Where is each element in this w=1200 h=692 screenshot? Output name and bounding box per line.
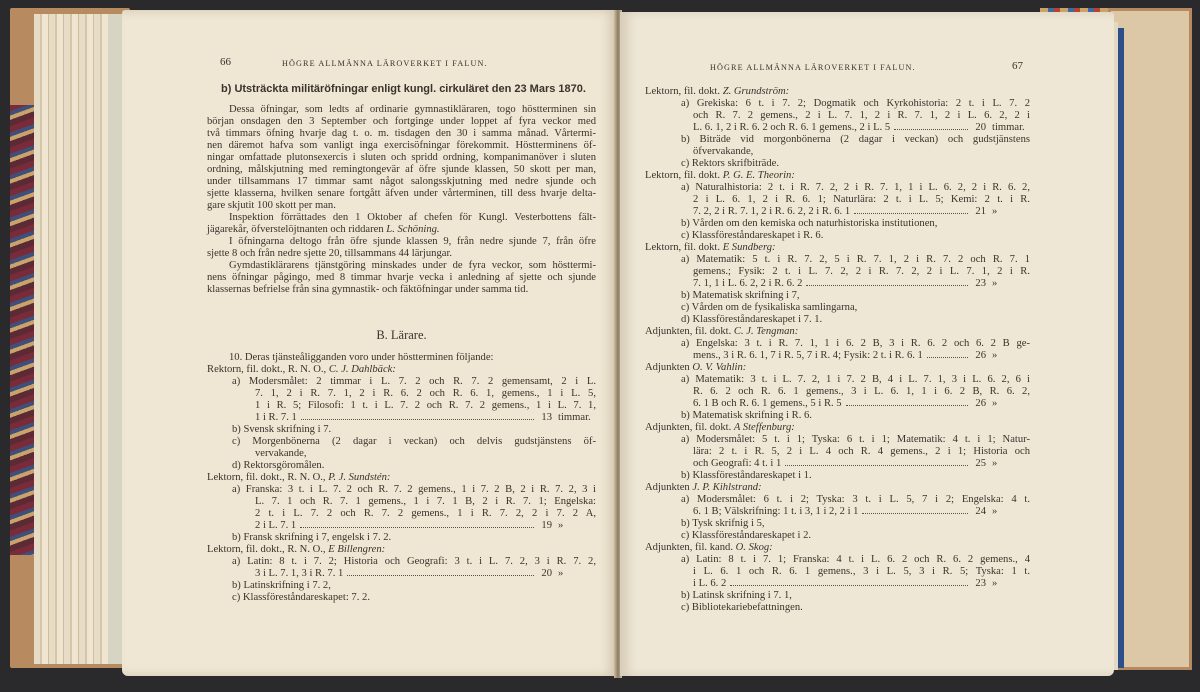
hours-value: 26 (975, 398, 986, 409)
dot-leader (785, 465, 968, 466)
blue-page-edge (1118, 28, 1124, 668)
person-name: J. P. Kihlstrand: (692, 482, 762, 493)
person-name: O. V. Vahlin: (692, 362, 747, 373)
line-text: sjette 8 och från nedre sjette 20, tillsammans 44 lärjungar. (207, 248, 453, 259)
line-text: 7. 1, 2 i R. 7. 1, 2 i R. 6. 2 och R. 6. 1, gemens., 1 i L. 5, (255, 388, 596, 399)
text-line (645, 230, 1030, 242)
page-number: 67 (1012, 60, 1023, 72)
line-text: Lektorn, fil. dokt., R. N. O., (207, 544, 329, 555)
person-name: L. Schöning. (386, 224, 440, 235)
line-text: a) Modersmålet: 2 timmar i L. 7. 2 och R. 7. 2 gemensamt, 2 i L. (232, 376, 596, 387)
text-line (645, 218, 1030, 230)
text-line (645, 206, 1030, 218)
line-text: 7. 2, 2 i R. 7. 1, 2 i R. 6. 2, 2 i R. 6. 1 (693, 206, 851, 217)
line-text: början onsdagen den 3 September och fortginge under loppet af fyra veckor med (207, 116, 596, 127)
teacher-heading (645, 86, 1030, 98)
text-line (645, 506, 1030, 518)
text-line (645, 146, 1030, 158)
page-edges-left (34, 14, 134, 664)
text-line (207, 140, 596, 152)
hours-value: 20 (541, 568, 552, 579)
line-text: Rektorn, fil. dokt., R. N. O., (207, 364, 329, 375)
dot-leader (806, 285, 968, 286)
hours-value: 23 (975, 278, 986, 289)
running-head: HÖGRE ALLMÄNNA LÄROVERKET I FALUN. (710, 63, 916, 72)
hours-value: 21 (975, 206, 986, 217)
line-text: b) Matematisk skrifning i 7, (681, 290, 800, 301)
line-text: c) Vården om de fysikaliska samlingarna, (681, 302, 858, 313)
line-text: under tillsammans 17 timmar samt något salongsskjutning med nedre sjunde och (207, 176, 596, 187)
text-line (645, 446, 1030, 458)
line-text: b) Fransk skrifning i 7, engelsk i 7. 2. (232, 532, 392, 543)
line-text: och R. 7. 2 gemens., 2 i L. 7. 1, 2 i R. 7. 1, 2 i L. 6. 2, 2 i (693, 110, 1030, 121)
line-text: B. Lärare. (376, 328, 427, 342)
line-text: a) Engelska: 3 t. i R. 7. 1, 1 i 6. 2 B, 3 i R. 6. 2 och 6. 2 B ge- (681, 338, 1030, 349)
text-line (645, 314, 1030, 326)
person-name: E Billengren: (328, 544, 386, 555)
line-text: gemens.; Fysik: 2 t. i L. 7. 2, 2 i R. 7. 2, 2 i L. 7. 1, 2 i R. (693, 266, 1030, 277)
line-text: Gymdastiklärarens tjänstgöring minskades under de fyra veckor, som hösttermi- (229, 260, 596, 271)
hours-unit: » (558, 520, 564, 531)
teacher-heading (645, 242, 1030, 254)
hours-unit: timmar. (992, 122, 1025, 133)
text-line (645, 398, 1030, 410)
line-text: 3 i L. 7. 1, 3 i R. 7. 1 (255, 568, 344, 579)
line-text: a) Matematik: 5 t. i R. 7. 2, 5 i R. 7. 1, 2 i R. 7. 2 och R. 7. 1 (681, 254, 1030, 265)
text-line (207, 424, 596, 436)
dot-leader (730, 585, 968, 586)
text-line (207, 224, 596, 236)
line-text: a) Latin: 8 t. i 7. 2; Historia och Geografi: 3 t. i L. 7. 2, 3 i R. 7. 2, (232, 556, 596, 567)
subheading (207, 83, 596, 95)
line-text: 7. 1, 1 i L. 6. 2, 2 i R. 6. 2 (693, 278, 803, 289)
line-text: b) Tysk skrifnig i 5, (681, 518, 765, 529)
line-text: ordning, målskjutning med remingtongevär af öfre sjunde klassen, 50 skott per man, (207, 164, 596, 175)
text-line (645, 410, 1030, 422)
line-text: i L. 6. 1 och R. 6. 1 gemens., 3 i L. 5, 3 i R. 5; Tyska: 1 t. (693, 566, 1030, 577)
text-line (207, 496, 596, 508)
hours-unit: » (992, 578, 998, 589)
text-line (207, 164, 596, 176)
line-text: Adjunkten (645, 362, 693, 373)
line-text: b) Matematisk skrifning i R. 6. (681, 410, 812, 421)
dot-leader (862, 513, 968, 514)
line-text: c) Rektors skrifbiträde. (681, 158, 779, 169)
teacher-heading (207, 544, 596, 556)
teacher-heading (645, 362, 1030, 374)
line-text: L. 6. 1, 2 i R. 6. 2 och R. 6. 1 gemens., 2 i L. 5 (693, 122, 891, 133)
line-text: b) Vården om den kemiska och naturhistoriska institutionen, (681, 218, 938, 229)
section-heading (207, 329, 596, 341)
line-text: d) Rektorsgöromålen. (232, 460, 325, 471)
text-line (207, 580, 596, 592)
line-text: Adjunkten (645, 482, 693, 493)
line-text: två timmars öfning hvarje dag t. o. m. tisdagen den 30 i samma månad. Vårtermi- (207, 128, 596, 139)
page-number: 66 (220, 56, 231, 68)
line-text: b) Latinsk skrifning i 7. 1, (681, 590, 792, 601)
teacher-heading (207, 364, 596, 376)
line-text: 2 i L. 7. 1 (255, 520, 297, 531)
line-text: Dessa öfningar, som ledts af ordinarie gymnastikläraren, togo höstterminen sin (229, 104, 596, 115)
text-line (645, 470, 1030, 482)
text-line (645, 254, 1030, 266)
dot-leader (927, 357, 968, 358)
text-line (645, 182, 1030, 194)
line-text: öfvervakande, (693, 146, 754, 157)
text-line (207, 460, 596, 472)
page-text (207, 83, 596, 604)
text-line (645, 578, 1030, 590)
line-text: lära: 2 t. i R. 5, 2 i L. 4 och R. 4 gemens., 2 i 1; Historia och (693, 446, 1030, 457)
right-page (620, 12, 1114, 676)
running-head: HÖGRE ALLMÄNNA LÄROVERKET I FALUN. (282, 59, 488, 68)
person-name: O. Skog: (735, 542, 773, 553)
hours-unit: » (992, 278, 998, 289)
hours-value: 13 (541, 412, 552, 423)
text-line (207, 260, 596, 272)
line-text: a) Modersmålet: 6 t. i 2; Tyska: 3 t. i L. 5, 7 i 2; Engelska: 4 t. (681, 494, 1030, 505)
line-text: 2 i L. 6. 1, 2 i R. 6. 1; Naturlära: 2 t. i L. 5; Kemi: 2 t. i R. (693, 194, 1030, 205)
hours-unit: » (992, 458, 998, 469)
line-text: mens., 3 i R. 6. 1, 7 i R. 5, 7 i R. 4; Fysik: 2 t. i R. 6. 1 (693, 350, 923, 361)
line-text: Lektorn, fil. dokt. (645, 242, 723, 253)
line-text: Adjunkten, fil. dokt. (645, 326, 734, 337)
text-line (645, 350, 1030, 362)
line-text: 1 i R. 7. 1 (255, 412, 297, 423)
text-line (207, 152, 596, 164)
dot-leader (347, 575, 534, 576)
hours-unit: » (992, 206, 998, 217)
text-line (645, 110, 1030, 122)
text-line (645, 158, 1030, 170)
line-text: b) Svensk skrifning i 7. (232, 424, 332, 435)
hours-unit: » (558, 568, 564, 579)
text-line (207, 388, 596, 400)
text-line (207, 592, 596, 604)
person-name: C. J. Tengman: (733, 326, 799, 337)
line-text: a) Matematik: 3 t. i L. 7. 2, 1 i 7. 2 B, 4 i L. 7. 1, 3 i L. 6. 2, 6 i (681, 374, 1030, 385)
text-line (645, 122, 1030, 134)
dot-leader (854, 213, 968, 214)
person-name: Z. Grundström: (722, 86, 790, 97)
line-text: 1 i R. 5; Filosofi: 1 t. i L. 7. 2 och R. 7. 2 gemens., 1 i L. 7. 1, (255, 400, 596, 411)
person-name: P. G. E. Theorin: (722, 170, 795, 181)
line-text: b) Klassföreståndareskapet i 1. (681, 470, 812, 481)
line-text: c) Klassföreståndareskapet i 2. (681, 530, 812, 541)
person-name: A Steffenburg: (733, 422, 795, 433)
hours-value: 26 (975, 350, 986, 361)
text-line (207, 568, 596, 580)
hours-value: 25 (975, 458, 986, 469)
text-line (207, 200, 596, 212)
text-line (207, 400, 596, 412)
line-text: nens öfningar pågingo, med 8 timmar hvarje vecka i anledning af sjette och sjunde (207, 272, 596, 283)
text-line (645, 134, 1030, 146)
text-line (645, 434, 1030, 446)
hours-unit: timmar. (558, 412, 591, 423)
line-text: b) Biträde vid morgonbönerna (2 dagar i veckan) och gudstjänstens (681, 134, 1030, 145)
line-text: a) Modersmålet: 5 t. i 1; Tyska: 6 t. i 1; Matematik: 4 t. i 1; Natur- (681, 434, 1030, 445)
hours-unit: » (992, 506, 998, 517)
line-text: c) Klassföreståndareskapet i R. 6. (681, 230, 824, 241)
line-text: nen däremot hafva som vanligt inga exercisöfningar förekommit. Höstterminens öf- (207, 140, 596, 151)
line-text: Adjunkten, fil. dokt. (645, 422, 734, 433)
line-text: 10. Deras tjänsteåligganden voro under höstterminen följande: (229, 352, 494, 363)
page-text (645, 86, 1030, 614)
dot-leader (300, 527, 534, 528)
text-line (645, 518, 1030, 530)
line-text: R. 6. 2 och R. 6. 1 gemens., 3 i L. 6. 1, 1 i 6. 2 B, R. 6. 2, (693, 386, 1030, 397)
text-line (207, 128, 596, 140)
hours-unit: » (992, 350, 998, 361)
hours-value: 20 (975, 122, 986, 133)
line-text: Adjunkten, fil. kand. (645, 542, 736, 553)
hours-value: 19 (541, 520, 552, 531)
line-text: klassernas befrielse från sina gymnastik- och fäktöfningar under samma tid. (207, 284, 529, 295)
person-name: E Sundberg: (722, 242, 776, 253)
line-text: ningar omfattade plutonsexercis i sluten och spridd ordning, kompanimanöver i sluten (207, 152, 596, 163)
text-line (645, 278, 1030, 290)
text-line (207, 116, 596, 128)
line-text: 6. 1 B och R. 6. 1 gemens., 5 i R. 5 (693, 398, 842, 409)
text-line (207, 176, 596, 188)
text-line (645, 290, 1030, 302)
text-line (207, 104, 596, 116)
text-line (645, 590, 1030, 602)
line-text: a) Latin: 8 t. i 7. 1; Franska: 4 t. i L. 6. 2 och R. 6. 2 gemens., 4 (681, 554, 1030, 565)
person-name: P. J. Sundstén: (328, 472, 391, 483)
marbled-edge-left (10, 105, 34, 555)
text-line (207, 436, 596, 448)
text-line (207, 508, 596, 520)
teacher-heading (645, 482, 1030, 494)
line-text: Lektorn, fil. dokt. (645, 86, 723, 97)
text-line (645, 338, 1030, 350)
line-text: jägarekår, öfverstelöjtnanten och riddaren (207, 224, 387, 235)
text-line (645, 566, 1030, 578)
text-line (645, 458, 1030, 470)
text-line (645, 554, 1030, 566)
person-name: C. J. Dahlbäck: (328, 364, 396, 375)
teacher-heading (645, 542, 1030, 554)
text-line (207, 212, 596, 224)
text-line (207, 376, 596, 388)
teacher-heading (645, 422, 1030, 434)
line-text: 6. 1 B; Välskrifning: 1 t. i 3, 1 i 2, 2 i 1 (693, 506, 859, 517)
text-line (207, 248, 596, 260)
teacher-heading (645, 170, 1030, 182)
line-text: c) Bibliotekariebefattningen. (681, 602, 803, 613)
text-line (207, 188, 596, 200)
text-line (645, 302, 1030, 314)
text-line (207, 484, 596, 496)
text-line (645, 602, 1030, 614)
hours-unit: » (992, 398, 998, 409)
line-text: b) Utsträckta militäröfningar enligt kungl. cirkuläret den 23 Mars 1870. (221, 83, 586, 95)
text-line (207, 284, 596, 296)
line-text: L. 7. 1 och R. 7. 1 gemens., 1 i 7. 1 B, 2 i R. 7. 1; Engelska: (255, 496, 596, 507)
line-text: sjette klasserna, hvilken senare fortgått äfven under vårterminen, till dess hvarje delta- (207, 188, 596, 199)
dot-leader (894, 129, 968, 130)
text-line (207, 236, 596, 248)
text-line (645, 386, 1030, 398)
text-line (207, 520, 596, 532)
line-text: Inspektion förrättades den 1 Oktober af chefen för Kungl. Vesterbottens fält- (229, 212, 596, 223)
text-line (207, 352, 596, 364)
text-line (645, 194, 1030, 206)
text-line (645, 374, 1030, 386)
line-text: 2 t. i L. 7. 2 och R. 7. 2 gemens., 1 i R. 7. 2, 2 i 7. 2 A, (255, 508, 596, 519)
hours-value: 23 (975, 578, 986, 589)
line-text: a) Franska: 3 t. i L. 7. 2 och R. 7. 2 gemens., 1 i 7. 2 B, 2 i R. 7. 2, 3 i (232, 484, 596, 495)
line-text: vervakande, (255, 448, 307, 459)
line-text: gare skjutit 100 skott per man. (207, 200, 336, 211)
left-page (122, 10, 618, 676)
line-text: Lektorn, fil. dokt., R. N. O., (207, 472, 329, 483)
text-line (207, 556, 596, 568)
line-text: och Geografi: 4 t. i 1 (693, 458, 782, 469)
line-text: Lektorn, fil. dokt. (645, 170, 723, 181)
text-line (645, 98, 1030, 110)
line-text: a) Naturalhistoria: 2 t. i R. 7. 2, 2 i R. 7. 1, 1 i L. 6. 2, 2 i R. 6. 2, (681, 182, 1030, 193)
line-text: I öfningarna deltogo från öfre sjunde klassen 9, från nedre sjunde 7, från öfre (229, 236, 596, 247)
line-text: a) Grekiska: 6 t. i 7. 2; Dogmatik och Kyrkohistoria: 2 t. i L. 7. 2 (681, 98, 1030, 109)
line-text: b) Latinskrifning i 7. 2, (232, 580, 331, 591)
text-line (207, 412, 596, 424)
dot-leader (301, 419, 534, 420)
line-text: c) Klassföreståndareskapet: 7. 2. (232, 592, 370, 603)
line-text: d) Klassföreståndareskapet i 7. 1. (681, 314, 823, 325)
dot-leader (846, 405, 968, 406)
hours-value: 24 (975, 506, 986, 517)
text-line (207, 272, 596, 284)
teacher-heading (207, 472, 596, 484)
teacher-heading (645, 326, 1030, 338)
line-text: i L. 6. 2 (693, 578, 727, 589)
text-line (645, 530, 1030, 542)
line-text: c) Morgenbönerna (2 dagar i veckan) och delvis gudstjänstens öf- (232, 436, 596, 447)
text-line (645, 494, 1030, 506)
text-line (645, 266, 1030, 278)
text-line (207, 532, 596, 544)
text-line (207, 448, 596, 460)
